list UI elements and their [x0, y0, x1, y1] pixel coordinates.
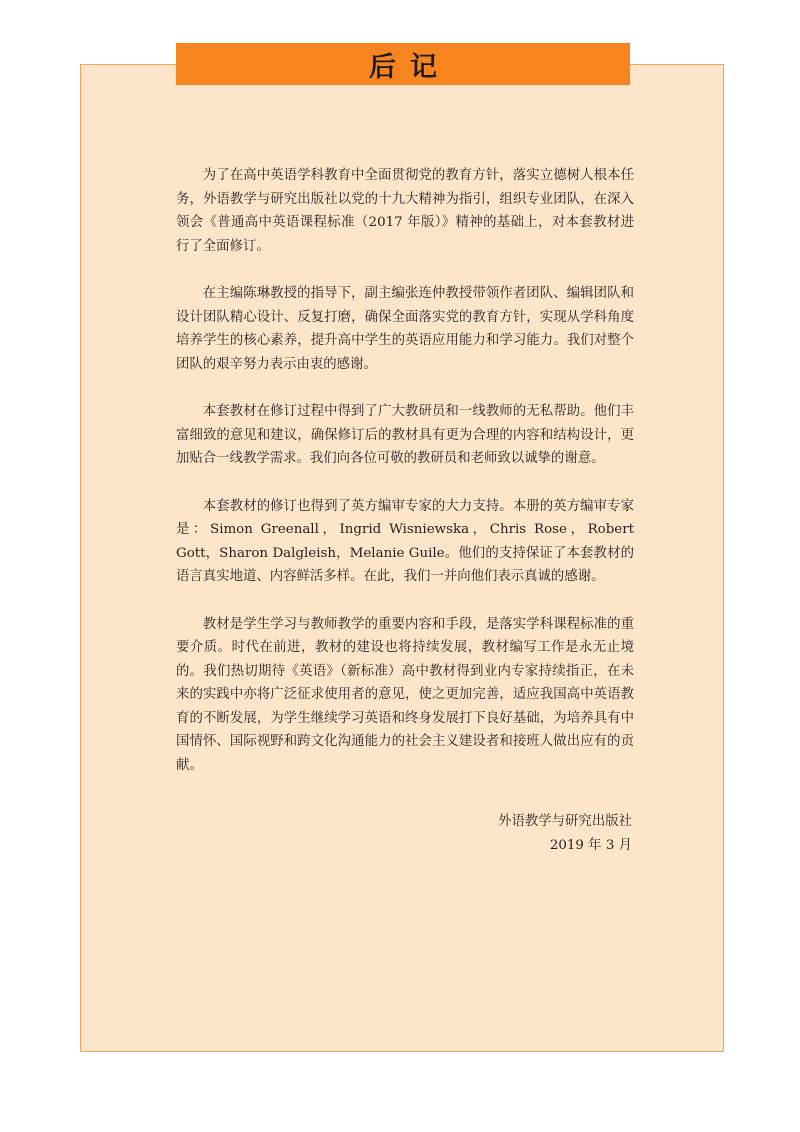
paragraph-5: 教材是学生学习与教师教学的重要内容和手段，是落实学科课程标准的重要介质。时代在前进，教材的建设也将持续发展，教材编写工作是永无止境的。我们热切期待《英语》（新标准）高中教材得到业内专家持续指正，在未来的实践中亦将广泛征求使用者的意见，使之更加完善，适应我国高中英语教育的不断发展，为学生继续学习英语和终身发展打下良好基础，为培养具有中国情怀、国际视野和跨文化沟通能力的社会主义建设者和接班人做出应有的贡献。: [176, 616, 634, 773]
paragraph-2: 在主编陈琳教授的指导下，副主编张连仲教授带领作者团队、编辑团队和设计团队精心设计、反复打磨，确保全面落实党的教育方针，实现从学科角度培养学生的核心素养，提升高中学生的英语应用能力和学习能力。我们对整个团队的艰辛努力表示由衷的感谢。: [176, 286, 634, 372]
paragraph-1: 为了在高中英语学科教育中全面贯彻党的教育方针，落实立德树人根本任务，外语教学与研究出版社以党的十九大精神为指引，组织专业团队，在深入领会《普通高中英语课程标准（2017 年版）》精神的基础上，对本套教材进行了全面修订。: [176, 168, 634, 254]
paragraph-3: 本套教材在修订过程中得到了广大教研员和一线教师的无私帮助。他们丰富细致的意见和建议，确保修订后的教材具有更为合理的内容和结构设计，更加贴合一线教学需求。我们向各位可敬的教研员和老师致以诚挚的谢意。: [176, 404, 634, 466]
signature-block: [498, 810, 632, 857]
publisher-name: 外语教学与研究出版社: [498, 814, 632, 829]
paragraph-4: 本套教材的修订也得到了英方编审专家的大力支持。本册的英方编审专家是：Simon Greenall，Ingrid Wisniewska，Chris Rose，Robert Gott，Sharon Dalgleish，Melanie Guile。他们的支持保证了本套教材的语言真实地道、内容鲜活多样。在此，我们一并向他们表示真诚的感谢。: [176, 498, 634, 584]
signature-date: 2019 年 3 月: [549, 837, 632, 853]
title-bar: [176, 43, 630, 85]
afterword-body: [176, 164, 634, 801]
page-title: 后记: [369, 51, 451, 83]
